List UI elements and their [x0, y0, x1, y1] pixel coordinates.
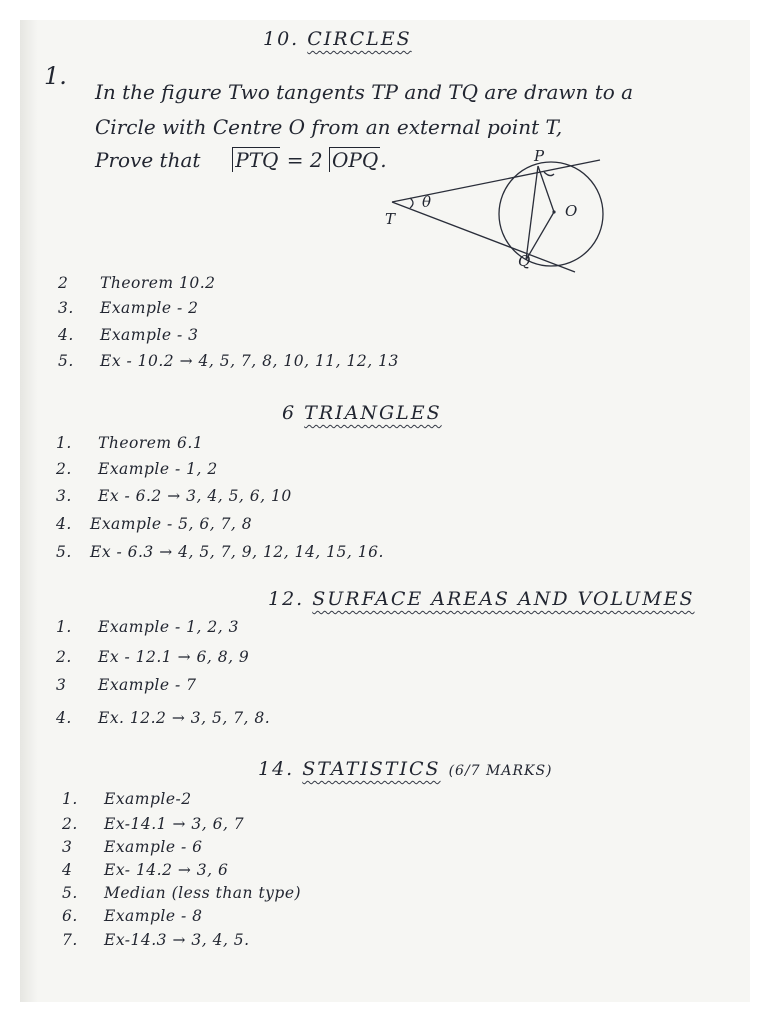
- section-name: TRIANGLES: [304, 402, 442, 424]
- label-t: T: [385, 210, 396, 228]
- section-title-surface-areas: [268, 588, 695, 610]
- list-item: 5. Ex - 6.3 → 4, 5, 7, 9, 12, 14, 15, 16.: [56, 543, 384, 561]
- label-o: O: [565, 202, 578, 220]
- problem-line-2: Circle with Centre O from an external point T,: [95, 115, 563, 139]
- prove-that-text: Prove that: [95, 148, 201, 172]
- list-item: 1. Theorem 6.1: [56, 434, 204, 452]
- section-number: 6: [282, 402, 297, 424]
- list-item: 4 Ex- 14.2 → 3, 6: [62, 861, 229, 879]
- list-item: 2. Ex-14.1 → 3, 6, 7: [62, 815, 245, 833]
- angle-arc-t: [410, 198, 413, 208]
- list-item: 2 Theorem 10.2: [58, 274, 216, 292]
- section-name: CIRCLES: [307, 28, 412, 50]
- section-number: 10.: [263, 28, 300, 50]
- problem-line-1: In the figure Two tangents TP and TQ are drawn to a: [95, 80, 634, 104]
- section-number: 12.: [268, 588, 305, 610]
- section-name: STATISTICS: [302, 758, 441, 780]
- section-title-statistics: [258, 758, 553, 780]
- problem-number: 1.: [44, 62, 67, 90]
- list-item: 2. Ex - 12.1 → 6, 8, 9: [56, 648, 250, 666]
- list-item: 4. Example - 5, 6, 7, 8: [56, 515, 253, 533]
- list-item: 6. Example - 8: [62, 907, 203, 925]
- tangent-tq: [392, 202, 578, 272]
- section-number: 14.: [258, 758, 295, 780]
- label-theta: θ: [422, 193, 432, 211]
- label-q: Q: [518, 252, 531, 270]
- chord-pq: [526, 166, 538, 260]
- angle-ptq: PTQ: [232, 147, 280, 172]
- section-title-circles: [263, 28, 412, 50]
- section-name: SURFACE AREAS AND VOLUMES: [312, 588, 695, 610]
- angle-opq: OPQ: [329, 147, 380, 172]
- angle-arc-p: [544, 172, 554, 176]
- list-item: 1. Example-2: [62, 790, 192, 808]
- list-item: 4. Ex. 12.2 → 3, 5, 7, 8.: [56, 709, 271, 727]
- section-title-triangles: [282, 402, 442, 424]
- list-item: 3 Example - 7: [56, 676, 197, 694]
- period: .: [380, 148, 387, 172]
- list-item: 5. Ex - 10.2 → 4, 5, 7, 8, 10, 11, 12, 13: [58, 352, 399, 370]
- problem-line-3: [95, 148, 387, 172]
- list-item: 3. Ex - 6.2 → 3, 4, 5, 6, 10: [56, 487, 292, 505]
- centre-point: [552, 210, 555, 213]
- equals-two: = 2: [286, 148, 323, 172]
- list-item: 1. Example - 1, 2, 3: [56, 618, 239, 636]
- list-item: 2. Example - 1, 2: [56, 460, 218, 478]
- list-item: 5. Median (less than type): [62, 884, 302, 902]
- list-item: 3. Example - 2: [58, 299, 199, 317]
- list-item: 3 Example - 6: [62, 838, 203, 856]
- radius-op: [538, 166, 554, 212]
- label-p: P: [534, 147, 545, 165]
- list-item: 4. Example - 3: [58, 326, 199, 344]
- marks-note: (6/7 MARKS): [448, 763, 553, 779]
- list-item: 7. Ex-14.3 → 3, 4, 5.: [62, 931, 250, 949]
